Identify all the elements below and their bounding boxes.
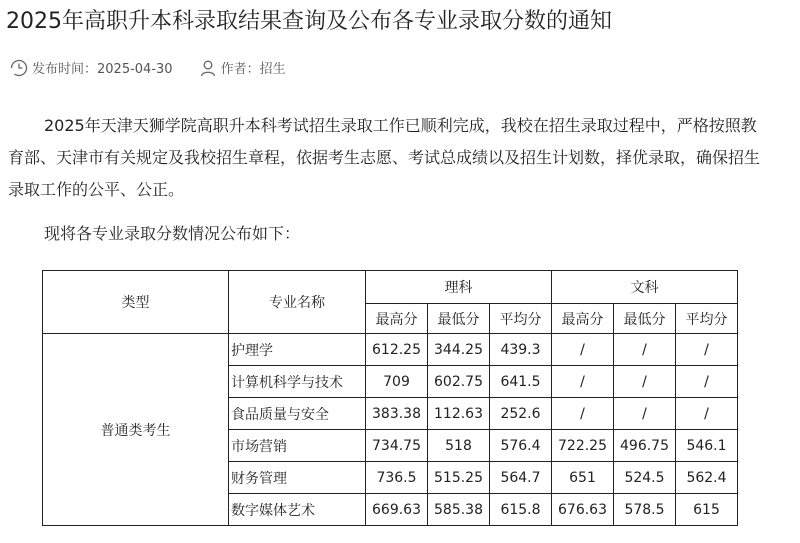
score-cell: / <box>676 398 738 430</box>
major-cell: 财务管理 <box>229 462 366 494</box>
score-cell: 641.5 <box>490 366 552 398</box>
article-meta <box>10 58 312 77</box>
score-cell: 734.75 <box>366 430 428 462</box>
subheader-cell: 平均分 <box>490 304 552 334</box>
major-cell: 食品质量与安全 <box>229 398 366 430</box>
header-arts: 文科 <box>552 271 738 304</box>
score-cell: 518 <box>428 430 490 462</box>
major-cell: 数字媒体艺术 <box>229 494 366 526</box>
author <box>199 58 286 77</box>
score-cell: 615 <box>676 494 738 526</box>
person-icon <box>199 59 217 77</box>
header-major: 专业名称 <box>229 271 366 334</box>
score-cell: 515.25 <box>428 462 490 494</box>
table-row <box>43 334 738 366</box>
score-cell: / <box>676 334 738 366</box>
header-science: 理科 <box>366 271 552 304</box>
score-cell: 612.25 <box>366 334 428 366</box>
score-cell: 344.25 <box>428 334 490 366</box>
major-cell: 市场营销 <box>229 430 366 462</box>
score-cell: 496.75 <box>614 430 676 462</box>
author-text: 作者：招生 <box>220 62 286 77</box>
subheader-cell: 最高分 <box>366 304 428 334</box>
score-cell: 524.5 <box>614 462 676 494</box>
subheader-cell: 最低分 <box>614 304 676 334</box>
score-cell: 722.25 <box>552 430 614 462</box>
score-cell: 546.1 <box>676 430 738 462</box>
score-cell: 709 <box>366 366 428 398</box>
header-type: 类型 <box>43 271 229 334</box>
article-title: 2025年高职升本科录取结果查询及公布各专业录取分数的通知 <box>6 9 612 34</box>
score-cell: / <box>552 334 614 366</box>
subheader-cell: 平均分 <box>676 304 738 334</box>
score-cell: 651 <box>552 462 614 494</box>
score-cell: 576.4 <box>490 430 552 462</box>
score-cell: 439.3 <box>490 334 552 366</box>
publish-time-text: 发布时间：2025-04-30 <box>32 62 173 77</box>
scores-table <box>42 270 738 526</box>
score-cell: 602.75 <box>428 366 490 398</box>
score-cell: 252.6 <box>490 398 552 430</box>
score-cell: / <box>552 398 614 430</box>
publish-time <box>10 58 173 77</box>
paragraph-intro: 2025年天津天狮学院高职升本科考试招生录取工作已顺利完成，我校在招生录取过程中，严格按照教育部、天津市有关规定及我校招生章程，依据考生志愿、考试总成绩以及招生计划数，择优录取，确保招生录取工作的公平、公正。 <box>8 116 761 199</box>
score-cell: / <box>552 366 614 398</box>
subheader-cell: 最高分 <box>552 304 614 334</box>
score-cell: 564.7 <box>490 462 552 494</box>
score-cell: 562.4 <box>676 462 738 494</box>
score-cell: 383.38 <box>366 398 428 430</box>
score-cell: 585.38 <box>428 494 490 526</box>
score-cell: 112.63 <box>428 398 490 430</box>
major-cell: 护理学 <box>229 334 366 366</box>
score-cell: 736.5 <box>366 462 428 494</box>
major-cell: 计算机科学与技术 <box>229 366 366 398</box>
score-cell: 669.63 <box>366 494 428 526</box>
subheader-cell: 最低分 <box>428 304 490 334</box>
score-cell: 578.5 <box>614 494 676 526</box>
paragraph-announce: 现将各专业录取分数情况公布如下： <box>44 224 301 243</box>
clock-icon <box>10 59 28 77</box>
score-cell: 615.8 <box>490 494 552 526</box>
score-cell: / <box>614 334 676 366</box>
score-cell: / <box>614 366 676 398</box>
score-cell: 676.63 <box>552 494 614 526</box>
category-cell: 普通类考生 <box>43 334 229 526</box>
score-cell: / <box>676 366 738 398</box>
score-cell: / <box>614 398 676 430</box>
